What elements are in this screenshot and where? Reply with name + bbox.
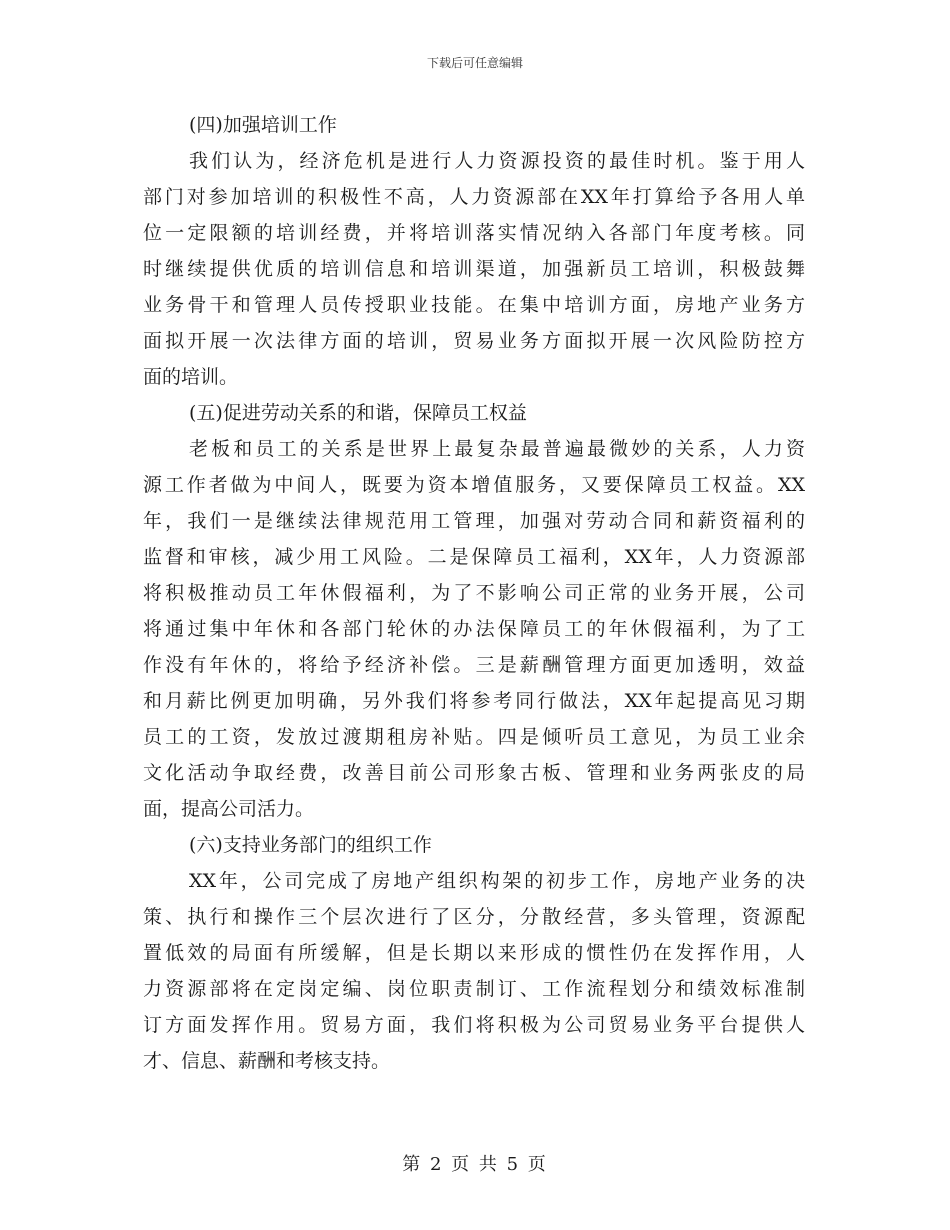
paragraph-line: 位一定限额的培训经费，并将培训落实情况纳入各部门年度考核。同	[143, 222, 805, 244]
paragraph-line: 力资源部将在定岗定编、岗位职责制订、工作流程划分和绩效标准制	[143, 978, 805, 1000]
section-paragraph	[143, 147, 805, 392]
page-number: 第 2 页 共 5 页	[402, 1154, 548, 1175]
section-training	[143, 111, 805, 392]
paragraph-line: 老板和员工的关系是世界上最复杂最普遍最微妙的关系，人力资	[189, 438, 805, 460]
section-heading: (五)促进劳动关系的和谐，保障员工权益	[189, 402, 527, 424]
paragraph-line: 我们认为，经济危机是进行人力资源投资的最佳时机。鉴于用人	[189, 150, 805, 172]
paragraph-line: 面，提高公司活力。	[143, 798, 315, 820]
section-paragraph	[143, 435, 805, 824]
section-business-support	[143, 831, 805, 1076]
paragraph-line: 策、执行和操作三个层次进行了区分，分散经营，多头管理，资源配	[143, 906, 805, 928]
paragraph-line: XX年，公司完成了房地产组织构架的初步工作，房地产业务的决	[189, 870, 805, 892]
paragraph-line: 文化活动争取经费，改善目前公司形象古板、管理和业务两张皮的局	[143, 762, 805, 784]
paragraph-line: 面拟开展一次法律方面的培训，贸易业务方面拟开展一次风险防控方	[143, 330, 805, 352]
document-body	[143, 111, 805, 1083]
section-paragraph	[143, 867, 805, 1076]
page-header: 下载后可任意编辑	[426, 56, 523, 70]
paragraph-line: 业务骨干和管理人员传授职业技能。在集中培训方面，房地产业务方	[143, 294, 805, 316]
paragraph-line: 监督和审核，减少用工风险。二是保障员工福利，XX年，人力资源部	[143, 546, 805, 568]
paragraph-line: 置低效的局面有所缓解，但是长期以来形成的惯性仍在发挥作用，人	[143, 942, 805, 964]
paragraph-line: 将通过集中年休和各部门轮休的办法保障员工的年休假福利，为了工	[143, 618, 805, 640]
paragraph-line: 订方面发挥作用。贸易方面，我们将积极为公司贸易业务平台提供人	[143, 1014, 805, 1036]
paragraph-line: 年，我们一是继续法律规范用工管理，加强对劳动合同和薪资福利的	[143, 510, 805, 532]
section-heading: (六)支持业务部门的组织工作	[189, 834, 432, 856]
paragraph-line: 源工作者做为中间人，既要为资本增值服务，又要保障员工权益。XX	[143, 474, 805, 496]
paragraph-line: 将积极推动员工年休假福利，为了不影响公司正常的业务开展，公司	[143, 582, 805, 604]
paragraph-line: 作没有年休的，将给予经济补偿。三是薪酬管理方面更加透明，效益	[143, 654, 805, 676]
paragraph-line: 部门对参加培训的积极性不高，人力资源部在XX年打算给予各用人单	[143, 186, 805, 208]
section-labor-relations	[143, 399, 805, 824]
paragraph-line: 员工的工资，发放过渡期租房补贴。四是倾听员工意见，为员工业余	[143, 726, 805, 748]
paragraph-line: 面的培训。	[143, 366, 239, 388]
paragraph-line: 才、信息、薪酬和考核支持。	[143, 1050, 391, 1072]
section-heading: (四)加强培训工作	[189, 114, 337, 136]
paragraph-line: 和月薪比例更加明确，另外我们将参考同行做法，XX年起提高见习期	[143, 690, 805, 712]
paragraph-line: 时继续提供优质的培训信息和培训渠道，加强新员工培训，积极鼓舞	[143, 258, 805, 280]
